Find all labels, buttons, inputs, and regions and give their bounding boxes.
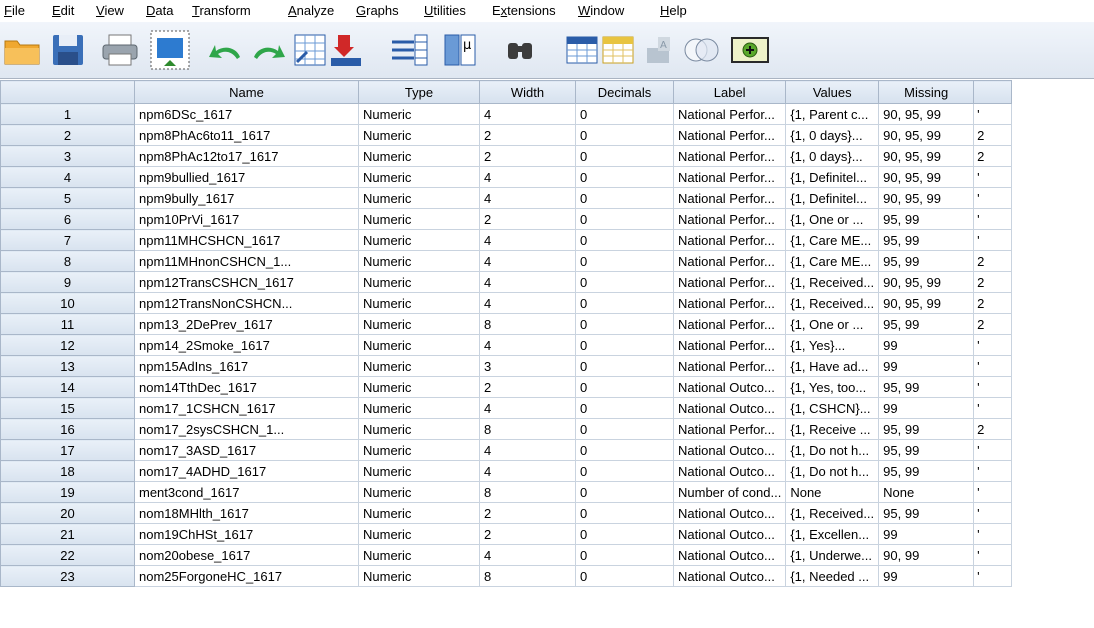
columns-cell[interactable]: ' — [974, 230, 1012, 251]
row-header-corner[interactable] — [1, 81, 135, 104]
toolbar — [0, 22, 1094, 79]
type-cell[interactable]: Numeric — [359, 230, 480, 251]
table-row[interactable] — [1, 398, 1012, 419]
table-row[interactable] — [1, 104, 1012, 125]
table-row[interactable] — [1, 545, 1012, 566]
type-cell[interactable]: Numeric — [359, 314, 480, 335]
decimals-cell[interactable]: 0 — [576, 524, 674, 545]
row-number[interactable]: 3 — [1, 146, 135, 167]
columns-cell[interactable]: 2 — [974, 125, 1012, 146]
label-cell[interactable]: National Perfor... — [674, 188, 786, 209]
row-number[interactable]: 2 — [1, 125, 135, 146]
name-cell[interactable]: npm14_2Smoke_1617 — [135, 335, 359, 356]
menu-item-extensions[interactable]: Extensions — [492, 3, 556, 18]
menu-item-data[interactable]: Data — [146, 3, 174, 18]
row-number[interactable]: 11 — [1, 314, 135, 335]
width-cell[interactable]: 4 — [480, 545, 576, 566]
name-cell[interactable]: npm10PrVi_1617 — [135, 209, 359, 230]
columns-cell[interactable]: 2 — [974, 293, 1012, 314]
recall-dialog-icon[interactable] — [148, 30, 192, 70]
type-cell[interactable]: Numeric — [359, 251, 480, 272]
decimals-cell[interactable]: 0 — [576, 545, 674, 566]
name-cell[interactable]: npm8PhAc6to11_1617 — [135, 125, 359, 146]
decimals-cell[interactable]: 0 — [576, 398, 674, 419]
columns-cell[interactable]: ' — [974, 398, 1012, 419]
values-cell[interactable]: {1, One or ... — [786, 209, 879, 230]
missing-cell[interactable]: 95, 99 — [879, 209, 974, 230]
values-cell[interactable]: {1, Do not h... — [786, 440, 879, 461]
table-row[interactable] — [1, 566, 1012, 587]
svg-text:μ: μ — [463, 38, 472, 53]
row-number[interactable]: 8 — [1, 251, 135, 272]
name-cell[interactable]: nom19ChHSt_1617 — [135, 524, 359, 545]
row-number[interactable]: 20 — [1, 503, 135, 524]
column-header-type[interactable]: Type — [359, 81, 480, 104]
decimals-cell[interactable]: 0 — [576, 188, 674, 209]
label-cell[interactable]: National Perfor... — [674, 251, 786, 272]
type-cell[interactable]: Numeric — [359, 272, 480, 293]
menu-item-graphs[interactable]: Graphs — [356, 3, 399, 18]
row-number[interactable]: 14 — [1, 377, 135, 398]
missing-cell[interactable]: 99 — [879, 566, 974, 587]
table-row[interactable] — [1, 125, 1012, 146]
width-cell[interactable]: 8 — [480, 566, 576, 587]
label-cell[interactable]: National Perfor... — [674, 356, 786, 377]
width-cell[interactable]: 8 — [480, 482, 576, 503]
name-cell[interactable]: nom17_2sysCSHCN_1... — [135, 419, 359, 440]
columns-cell[interactable]: 2 — [974, 272, 1012, 293]
columns-cell[interactable]: ' — [974, 377, 1012, 398]
values-cell[interactable]: {1, Have ad... — [786, 356, 879, 377]
decimals-cell[interactable]: 0 — [576, 209, 674, 230]
type-cell[interactable]: Numeric — [359, 545, 480, 566]
undo-icon[interactable] — [204, 30, 248, 70]
decimals-cell[interactable]: 0 — [576, 293, 674, 314]
menu-item-window[interactable]: Window — [578, 3, 625, 18]
columns-cell[interactable]: ' — [974, 104, 1012, 125]
column-header-missing[interactable]: Missing — [879, 81, 974, 104]
width-cell[interactable]: 4 — [480, 398, 576, 419]
width-cell[interactable]: 3 — [480, 356, 576, 377]
values-cell[interactable]: {1, Excellen... — [786, 524, 879, 545]
label-cell[interactable]: National Outco... — [674, 461, 786, 482]
values-cell[interactable]: {1, Parent c... — [786, 104, 879, 125]
menu-item-transform[interactable]: Transform — [192, 3, 251, 18]
decimals-cell[interactable]: 0 — [576, 125, 674, 146]
columns-cell[interactable]: 2 — [974, 419, 1012, 440]
type-cell[interactable]: Numeric — [359, 503, 480, 524]
table-row[interactable] — [1, 503, 1012, 524]
values-cell[interactable]: {1, Definitel... — [786, 188, 879, 209]
missing-cell[interactable]: 95, 99 — [879, 419, 974, 440]
name-cell[interactable]: npm11MHnonCSHCN_1... — [135, 251, 359, 272]
label-cell[interactable]: National Perfor... — [674, 104, 786, 125]
menu-item-utilities[interactable]: Utilities — [424, 3, 466, 18]
name-cell[interactable]: nom18MHlth_1617 — [135, 503, 359, 524]
decimals-cell[interactable]: 0 — [576, 146, 674, 167]
width-cell[interactable]: 2 — [480, 377, 576, 398]
columns-cell[interactable]: ' — [974, 545, 1012, 566]
missing-cell[interactable]: 99 — [879, 335, 974, 356]
values-cell[interactable]: {1, Definitel... — [786, 167, 879, 188]
values-cell[interactable]: None — [786, 482, 879, 503]
name-cell[interactable]: nom14TthDec_1617 — [135, 377, 359, 398]
label-cell[interactable]: National Perfor... — [674, 272, 786, 293]
print-icon[interactable] — [98, 30, 142, 70]
name-cell[interactable]: npm6DSc_1617 — [135, 104, 359, 125]
type-cell[interactable]: Numeric — [359, 104, 480, 125]
missing-cell[interactable]: 95, 99 — [879, 503, 974, 524]
missing-cell[interactable]: 95, 99 — [879, 461, 974, 482]
add-icon[interactable] — [728, 30, 772, 70]
menu-item-file[interactable]: File — [4, 3, 25, 18]
name-cell[interactable]: npm12TransNonCSHCN... — [135, 293, 359, 314]
name-cell[interactable]: npm13_2DePrev_1617 — [135, 314, 359, 335]
width-cell[interactable]: 2 — [480, 125, 576, 146]
label-cell[interactable]: Number of cond... — [674, 482, 786, 503]
missing-cell[interactable]: 95, 99 — [879, 251, 974, 272]
type-cell[interactable]: Numeric — [359, 335, 480, 356]
decimals-cell[interactable]: 0 — [576, 251, 674, 272]
table-row[interactable] — [1, 440, 1012, 461]
columns-cell[interactable]: ' — [974, 524, 1012, 545]
values-cell[interactable]: {1, Do not h... — [786, 461, 879, 482]
table-row[interactable] — [1, 167, 1012, 188]
missing-cell[interactable]: 90, 95, 99 — [879, 188, 974, 209]
missing-cell[interactable]: 99 — [879, 524, 974, 545]
width-cell[interactable]: 4 — [480, 251, 576, 272]
row-number[interactable]: 23 — [1, 566, 135, 587]
name-cell[interactable]: npm15AdIns_1617 — [135, 356, 359, 377]
values-cell[interactable]: {1, One or ... — [786, 314, 879, 335]
row-number[interactable]: 1 — [1, 104, 135, 125]
width-cell[interactable]: 2 — [480, 524, 576, 545]
values-cell[interactable]: {1, 0 days}... — [786, 125, 879, 146]
values-cell[interactable]: {1, Received... — [786, 293, 879, 314]
label-cell[interactable]: National Outco... — [674, 398, 786, 419]
label-cell[interactable]: National Perfor... — [674, 125, 786, 146]
missing-cell[interactable]: 90, 95, 99 — [879, 167, 974, 188]
row-number[interactable]: 17 — [1, 440, 135, 461]
value-labels-icon[interactable] — [596, 30, 640, 70]
type-cell[interactable]: Numeric — [359, 566, 480, 587]
missing-cell[interactable]: 90, 95, 99 — [879, 104, 974, 125]
table-row[interactable] — [1, 419, 1012, 440]
type-cell[interactable]: Numeric — [359, 377, 480, 398]
column-header-role[interactable] — [974, 81, 1012, 104]
missing-cell[interactable]: 90, 95, 99 — [879, 293, 974, 314]
type-cell[interactable]: Numeric — [359, 188, 480, 209]
width-cell[interactable]: 8 — [480, 419, 576, 440]
use-sets-icon[interactable] — [640, 30, 684, 70]
columns-cell[interactable]: ' — [974, 167, 1012, 188]
label-cell[interactable]: National Perfor... — [674, 230, 786, 251]
width-cell[interactable]: 4 — [480, 104, 576, 125]
row-number[interactable]: 6 — [1, 209, 135, 230]
row-number[interactable]: 16 — [1, 419, 135, 440]
name-cell[interactable]: nom17_3ASD_1617 — [135, 440, 359, 461]
name-cell[interactable]: npm9bully_1617 — [135, 188, 359, 209]
label-cell[interactable]: National Outco... — [674, 377, 786, 398]
columns-cell[interactable]: ' — [974, 566, 1012, 587]
values-cell[interactable]: {1, Care ME... — [786, 251, 879, 272]
decimals-cell[interactable]: 0 — [576, 461, 674, 482]
find-icon[interactable] — [498, 30, 542, 70]
columns-cell[interactable]: 2 — [974, 314, 1012, 335]
row-number[interactable]: 22 — [1, 545, 135, 566]
table-row[interactable] — [1, 482, 1012, 503]
type-cell[interactable]: Numeric — [359, 524, 480, 545]
missing-cell[interactable]: 90, 95, 99 — [879, 272, 974, 293]
decimals-cell[interactable]: 0 — [576, 482, 674, 503]
width-cell[interactable]: 2 — [480, 146, 576, 167]
name-cell[interactable]: nom25ForgoneHC_1617 — [135, 566, 359, 587]
values-cell[interactable]: {1, Receive ... — [786, 419, 879, 440]
type-cell[interactable]: Numeric — [359, 167, 480, 188]
decimals-cell[interactable]: 0 — [576, 419, 674, 440]
table-row[interactable] — [1, 314, 1012, 335]
name-cell[interactable]: nom17_1CSHCN_1617 — [135, 398, 359, 419]
column-header-label[interactable]: Label — [674, 81, 786, 104]
variable-view-grid — [0, 80, 1012, 587]
width-cell[interactable]: 4 — [480, 188, 576, 209]
insert-cases-icon[interactable] — [324, 30, 368, 70]
columns-cell[interactable]: ' — [974, 503, 1012, 524]
label-cell[interactable]: National Perfor... — [674, 209, 786, 230]
label-cell[interactable]: National Perfor... — [674, 335, 786, 356]
insert-variable-icon[interactable] — [388, 30, 432, 70]
width-cell[interactable]: 4 — [480, 461, 576, 482]
missing-cell[interactable]: 95, 99 — [879, 314, 974, 335]
table-row[interactable] — [1, 461, 1012, 482]
decimals-cell[interactable]: 0 — [576, 314, 674, 335]
columns-cell[interactable]: 2 — [974, 251, 1012, 272]
missing-cell[interactable]: 90, 99 — [879, 545, 974, 566]
row-number[interactable]: 19 — [1, 482, 135, 503]
width-cell[interactable]: 4 — [480, 440, 576, 461]
missing-cell[interactable]: 99 — [879, 398, 974, 419]
menu-item-help[interactable]: Help — [660, 3, 687, 18]
label-cell[interactable]: National Outco... — [674, 524, 786, 545]
label-cell[interactable]: National Perfor... — [674, 419, 786, 440]
type-cell[interactable]: Numeric — [359, 482, 480, 503]
row-number[interactable]: 5 — [1, 188, 135, 209]
row-number[interactable]: 12 — [1, 335, 135, 356]
missing-cell[interactable]: 95, 99 — [879, 440, 974, 461]
width-cell[interactable]: 4 — [480, 293, 576, 314]
save-icon[interactable] — [46, 30, 90, 70]
type-cell[interactable]: Numeric — [359, 209, 480, 230]
type-cell[interactable]: Numeric — [359, 461, 480, 482]
column-header-name[interactable]: Name — [135, 81, 359, 104]
row-number[interactable]: 13 — [1, 356, 135, 377]
type-cell[interactable]: Numeric — [359, 440, 480, 461]
table-row[interactable] — [1, 524, 1012, 545]
name-cell[interactable]: npm9bullied_1617 — [135, 167, 359, 188]
values-cell[interactable]: {1, Underwe... — [786, 545, 879, 566]
name-cell[interactable]: nom20obese_1617 — [135, 545, 359, 566]
label-cell[interactable]: National Outco... — [674, 566, 786, 587]
table-row[interactable] — [1, 230, 1012, 251]
width-cell[interactable]: 4 — [480, 272, 576, 293]
width-cell[interactable]: 4 — [480, 335, 576, 356]
columns-cell[interactable]: ' — [974, 188, 1012, 209]
width-cell[interactable]: 4 — [480, 230, 576, 251]
table-row[interactable] — [1, 356, 1012, 377]
missing-cell[interactable]: 90, 95, 99 — [879, 146, 974, 167]
row-number[interactable]: 18 — [1, 461, 135, 482]
missing-cell[interactable]: 90, 95, 99 — [879, 125, 974, 146]
values-cell[interactable]: {1, Received... — [786, 272, 879, 293]
label-cell[interactable]: National Perfor... — [674, 167, 786, 188]
open-folder-icon[interactable] — [0, 30, 44, 70]
decimals-cell[interactable]: 0 — [576, 503, 674, 524]
menu-item-view[interactable]: View — [96, 3, 124, 18]
decimals-cell[interactable]: 0 — [576, 566, 674, 587]
table-row[interactable] — [1, 377, 1012, 398]
decimals-cell[interactable]: 0 — [576, 167, 674, 188]
menu-item-edit[interactable]: Edit — [52, 3, 75, 18]
label-cell[interactable]: National Perfor... — [674, 293, 786, 314]
missing-cell[interactable]: 99 — [879, 356, 974, 377]
row-number[interactable]: 4 — [1, 167, 135, 188]
values-cell[interactable]: {1, Yes}... — [786, 335, 879, 356]
missing-cell[interactable]: None — [879, 482, 974, 503]
row-number[interactable]: 15 — [1, 398, 135, 419]
columns-cell[interactable]: ' — [974, 335, 1012, 356]
decimals-cell[interactable]: 0 — [576, 335, 674, 356]
columns-cell[interactable]: ' — [974, 356, 1012, 377]
row-number[interactable]: 10 — [1, 293, 135, 314]
svg-text:A: A — [660, 40, 667, 51]
columns-cell[interactable]: 2 — [974, 146, 1012, 167]
type-cell[interactable]: Numeric — [359, 146, 480, 167]
row-number[interactable]: 21 — [1, 524, 135, 545]
decimals-cell[interactable]: 0 — [576, 377, 674, 398]
label-cell[interactable]: National Outco... — [674, 440, 786, 461]
label-cell[interactable]: National Perfor... — [674, 146, 786, 167]
table-row[interactable] — [1, 293, 1012, 314]
menu-item-analyze[interactable]: Analyze — [288, 3, 335, 18]
width-cell[interactable]: 2 — [480, 209, 576, 230]
split-file-icon[interactable] — [438, 30, 482, 70]
name-cell[interactable]: npm8PhAc12to17_1617 — [135, 146, 359, 167]
width-cell[interactable]: 8 — [480, 314, 576, 335]
table-row[interactable] — [1, 188, 1012, 209]
decimals-cell[interactable]: 0 — [576, 440, 674, 461]
values-cell[interactable]: {1, 0 days}... — [786, 146, 879, 167]
label-cell[interactable]: National Outco... — [674, 545, 786, 566]
decimals-cell[interactable]: 0 — [576, 356, 674, 377]
table-row[interactable] — [1, 146, 1012, 167]
decimals-cell[interactable]: 0 — [576, 272, 674, 293]
table-row[interactable] — [1, 209, 1012, 230]
menu-bar — [0, 0, 1094, 23]
values-cell[interactable]: {1, Care ME... — [786, 230, 879, 251]
type-cell[interactable]: Numeric — [359, 125, 480, 146]
name-cell[interactable]: npm11MHCSHCN_1617 — [135, 230, 359, 251]
table-row[interactable] — [1, 272, 1012, 293]
label-cell[interactable]: National Perfor... — [674, 314, 786, 335]
width-cell[interactable]: 2 — [480, 503, 576, 524]
column-header-values[interactable]: Values — [786, 81, 879, 104]
row-number[interactable]: 9 — [1, 272, 135, 293]
values-cell[interactable]: {1, CSHCN}... — [786, 398, 879, 419]
column-header-decimals[interactable]: Decimals — [576, 81, 674, 104]
type-cell[interactable]: Numeric — [359, 419, 480, 440]
columns-cell[interactable]: ' — [974, 461, 1012, 482]
table-row[interactable] — [1, 251, 1012, 272]
label-cell[interactable]: National Outco... — [674, 503, 786, 524]
type-cell[interactable]: Numeric — [359, 293, 480, 314]
values-cell[interactable]: {1, Received... — [786, 503, 879, 524]
decimals-cell[interactable]: 0 — [576, 230, 674, 251]
type-cell[interactable]: Numeric — [359, 356, 480, 377]
table-row[interactable] — [1, 335, 1012, 356]
columns-cell[interactable]: ' — [974, 440, 1012, 461]
values-cell[interactable]: {1, Yes, too... — [786, 377, 879, 398]
row-number[interactable]: 7 — [1, 230, 135, 251]
columns-cell[interactable]: ' — [974, 482, 1012, 503]
name-cell[interactable]: npm12TransCSHCN_1617 — [135, 272, 359, 293]
column-header-row — [1, 81, 1012, 104]
missing-cell[interactable]: 95, 99 — [879, 377, 974, 398]
column-header-width[interactable]: Width — [480, 81, 576, 104]
values-cell[interactable]: {1, Needed ... — [786, 566, 879, 587]
redo-icon[interactable] — [246, 30, 290, 70]
spell-icon[interactable] — [680, 30, 724, 70]
width-cell[interactable]: 4 — [480, 167, 576, 188]
decimals-cell[interactable]: 0 — [576, 104, 674, 125]
columns-cell[interactable]: ' — [974, 209, 1012, 230]
type-cell[interactable]: Numeric — [359, 398, 480, 419]
name-cell[interactable]: nom17_4ADHD_1617 — [135, 461, 359, 482]
name-cell[interactable]: ment3cond_1617 — [135, 482, 359, 503]
missing-cell[interactable]: 95, 99 — [879, 230, 974, 251]
